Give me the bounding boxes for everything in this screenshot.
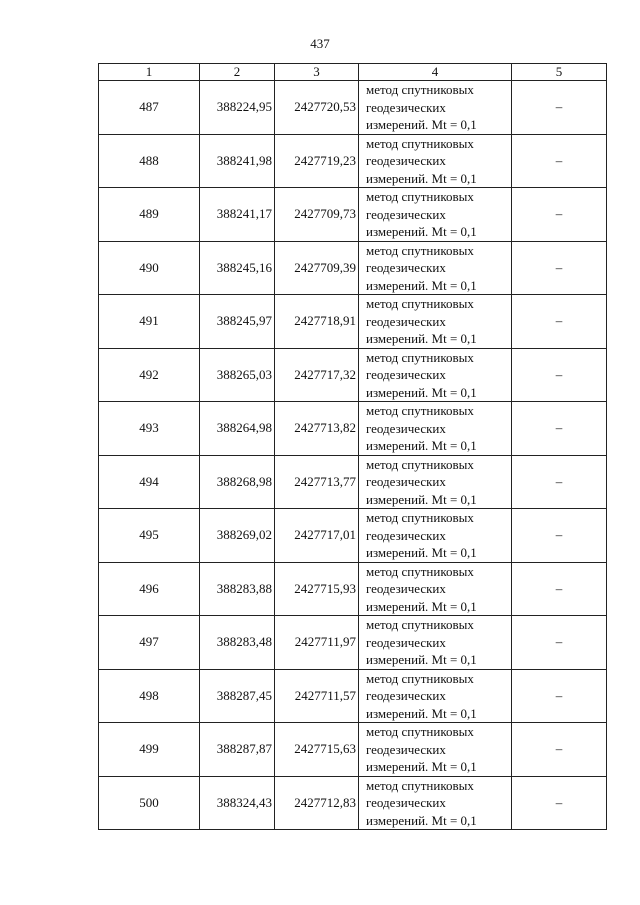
point-number-cell: 494 xyxy=(99,455,200,509)
method-line: метод спутниковых xyxy=(366,510,474,525)
method-line: измерений. Mt = 0,1 xyxy=(366,491,477,507)
method-line: геодезических xyxy=(366,260,446,275)
method-line: геодезических xyxy=(366,153,446,168)
method-line: метод спутниковых xyxy=(366,82,474,97)
method-line: измерений. Mt = 0,1 xyxy=(366,705,477,721)
header-row xyxy=(99,64,607,81)
column-header-4: 4 xyxy=(359,64,512,81)
table-body xyxy=(99,81,607,830)
page-number: 437 xyxy=(310,36,330,51)
table-row xyxy=(99,188,607,242)
note-cell: – xyxy=(512,348,607,402)
table-row xyxy=(99,402,607,456)
method-cell xyxy=(359,509,512,563)
y-coordinate-cell: 2427709,39 xyxy=(275,241,359,295)
method-line: измерений. Mt = 0,1 xyxy=(366,331,477,346)
y-coordinate-cell: 2427711,57 xyxy=(275,669,359,723)
table-row xyxy=(99,241,607,295)
y-coordinate-cell: 2427713,77 xyxy=(275,455,359,509)
table-row xyxy=(99,776,607,830)
method-line: геодезических xyxy=(366,581,446,596)
method-line: метод спутниковых xyxy=(366,456,474,472)
method-line: метод спутниковых xyxy=(366,135,474,151)
method-cell xyxy=(359,241,512,295)
point-number-cell: 495 xyxy=(99,509,200,563)
note-cell: – xyxy=(512,402,607,456)
point-number-cell: 491 xyxy=(99,295,200,349)
note-cell: – xyxy=(512,81,607,135)
point-number-cell: 490 xyxy=(99,241,200,295)
method-line: геодезических xyxy=(366,795,446,810)
method-cell xyxy=(359,348,512,402)
x-coordinate-cell: 388241,98 xyxy=(200,134,275,188)
y-coordinate-cell: 2427711,97 xyxy=(275,616,359,670)
method-line: метод спутниковых xyxy=(366,617,474,632)
y-coordinate-cell: 2427719,23 xyxy=(275,134,359,188)
method-cell xyxy=(359,402,512,456)
method-line: измерений. Mt = 0,1 xyxy=(366,545,477,560)
method-line: метод спутниковых xyxy=(366,777,474,793)
method-line: геодезических xyxy=(366,367,446,382)
x-coordinate-cell: 388283,48 xyxy=(200,616,275,670)
x-coordinate-cell: 388241,17 xyxy=(200,188,275,242)
y-coordinate-cell: 2427713,82 xyxy=(275,402,359,456)
table-row xyxy=(99,509,607,563)
point-number-cell: 496 xyxy=(99,562,200,616)
note-cell: – xyxy=(512,188,607,242)
x-coordinate-cell: 388283,88 xyxy=(200,562,275,616)
x-coordinate-cell: 388224,95 xyxy=(200,81,275,135)
method-line: геодезических xyxy=(366,313,446,329)
x-coordinate-cell: 388287,87 xyxy=(200,723,275,777)
method-line: геодезических xyxy=(366,741,446,757)
method-line: измерений. Mt = 0,1 xyxy=(366,438,477,453)
method-cell xyxy=(359,455,512,509)
point-number-cell: 488 xyxy=(99,134,200,188)
x-coordinate-cell: 388265,03 xyxy=(200,348,275,402)
table-row xyxy=(99,295,607,349)
method-cell xyxy=(359,723,512,777)
method-cell xyxy=(359,776,512,830)
method-line: метод спутниковых xyxy=(366,403,474,418)
method-line: метод спутниковых xyxy=(366,670,474,686)
method-line: геодезических xyxy=(366,420,446,436)
y-coordinate-cell: 2427715,63 xyxy=(275,723,359,777)
method-line: метод спутниковых xyxy=(366,242,474,258)
method-line: геодезических xyxy=(366,634,446,650)
table-row xyxy=(99,81,607,135)
method-line: измерений. Mt = 0,1 xyxy=(366,117,477,132)
note-cell: – xyxy=(512,562,607,616)
point-number-cell: 498 xyxy=(99,669,200,723)
table-row xyxy=(99,348,607,402)
method-line: геодезических xyxy=(366,688,446,703)
method-line: измерений. Mt = 0,1 xyxy=(366,812,477,828)
note-cell: – xyxy=(512,295,607,349)
point-number-cell: 497 xyxy=(99,616,200,670)
point-number-cell: 492 xyxy=(99,348,200,402)
y-coordinate-cell: 2427718,91 xyxy=(275,295,359,349)
method-cell xyxy=(359,562,512,616)
method-line: измерений. Mt = 0,1 xyxy=(366,384,477,400)
method-cell xyxy=(359,81,512,135)
method-line: измерений. Mt = 0,1 xyxy=(366,224,477,239)
table-row xyxy=(99,455,607,509)
x-coordinate-cell: 388245,97 xyxy=(200,295,275,349)
point-number-cell: 493 xyxy=(99,402,200,456)
column-header-5: 5 xyxy=(512,64,607,81)
coordinates-table xyxy=(98,63,607,830)
method-line: измерений. Mt = 0,1 xyxy=(366,759,477,774)
x-coordinate-cell: 388268,98 xyxy=(200,455,275,509)
note-cell: – xyxy=(512,134,607,188)
x-coordinate-cell: 388245,16 xyxy=(200,241,275,295)
column-header-3: 3 xyxy=(275,64,359,81)
table-row xyxy=(99,669,607,723)
note-cell: – xyxy=(512,723,607,777)
method-cell xyxy=(359,295,512,349)
y-coordinate-cell: 2427717,01 xyxy=(275,509,359,563)
method-line: геодезических xyxy=(366,527,446,543)
method-line: метод спутниковых xyxy=(366,296,474,311)
note-cell: – xyxy=(512,241,607,295)
method-line: измерений. Mt = 0,1 xyxy=(366,277,477,293)
note-cell: – xyxy=(512,669,607,723)
column-header-2: 2 xyxy=(200,64,275,81)
method-line: геодезических xyxy=(366,474,446,489)
method-cell xyxy=(359,616,512,670)
column-header-1: 1 xyxy=(99,64,200,81)
method-line: метод спутниковых xyxy=(366,724,474,739)
y-coordinate-cell: 2427720,53 xyxy=(275,81,359,135)
note-cell: – xyxy=(512,776,607,830)
method-line: метод спутниковых xyxy=(366,189,474,204)
point-number-cell: 489 xyxy=(99,188,200,242)
point-number-cell: 499 xyxy=(99,723,200,777)
note-cell: – xyxy=(512,455,607,509)
table-row xyxy=(99,562,607,616)
table-row xyxy=(99,723,607,777)
method-line: измерений. Mt = 0,1 xyxy=(366,170,477,186)
x-coordinate-cell: 388269,02 xyxy=(200,509,275,563)
method-line: измерений. Mt = 0,1 xyxy=(366,598,477,614)
method-cell xyxy=(359,669,512,723)
point-number-cell: 500 xyxy=(99,776,200,830)
method-line: геодезических xyxy=(366,99,446,115)
note-cell: – xyxy=(512,616,607,670)
y-coordinate-cell: 2427715,93 xyxy=(275,562,359,616)
method-cell xyxy=(359,134,512,188)
x-coordinate-cell: 388287,45 xyxy=(200,669,275,723)
note-cell: – xyxy=(512,509,607,563)
method-line: измерений. Mt = 0,1 xyxy=(366,652,477,667)
y-coordinate-cell: 2427712,83 xyxy=(275,776,359,830)
y-coordinate-cell: 2427709,73 xyxy=(275,188,359,242)
table-row xyxy=(99,134,607,188)
method-cell xyxy=(359,188,512,242)
point-number-cell: 487 xyxy=(99,81,200,135)
y-coordinate-cell: 2427717,32 xyxy=(275,348,359,402)
method-line: геодезических xyxy=(366,206,446,222)
x-coordinate-cell: 388264,98 xyxy=(200,402,275,456)
method-line: метод спутниковых xyxy=(366,349,474,365)
method-line: метод спутниковых xyxy=(366,563,474,579)
x-coordinate-cell: 388324,43 xyxy=(200,776,275,830)
table-row xyxy=(99,616,607,670)
